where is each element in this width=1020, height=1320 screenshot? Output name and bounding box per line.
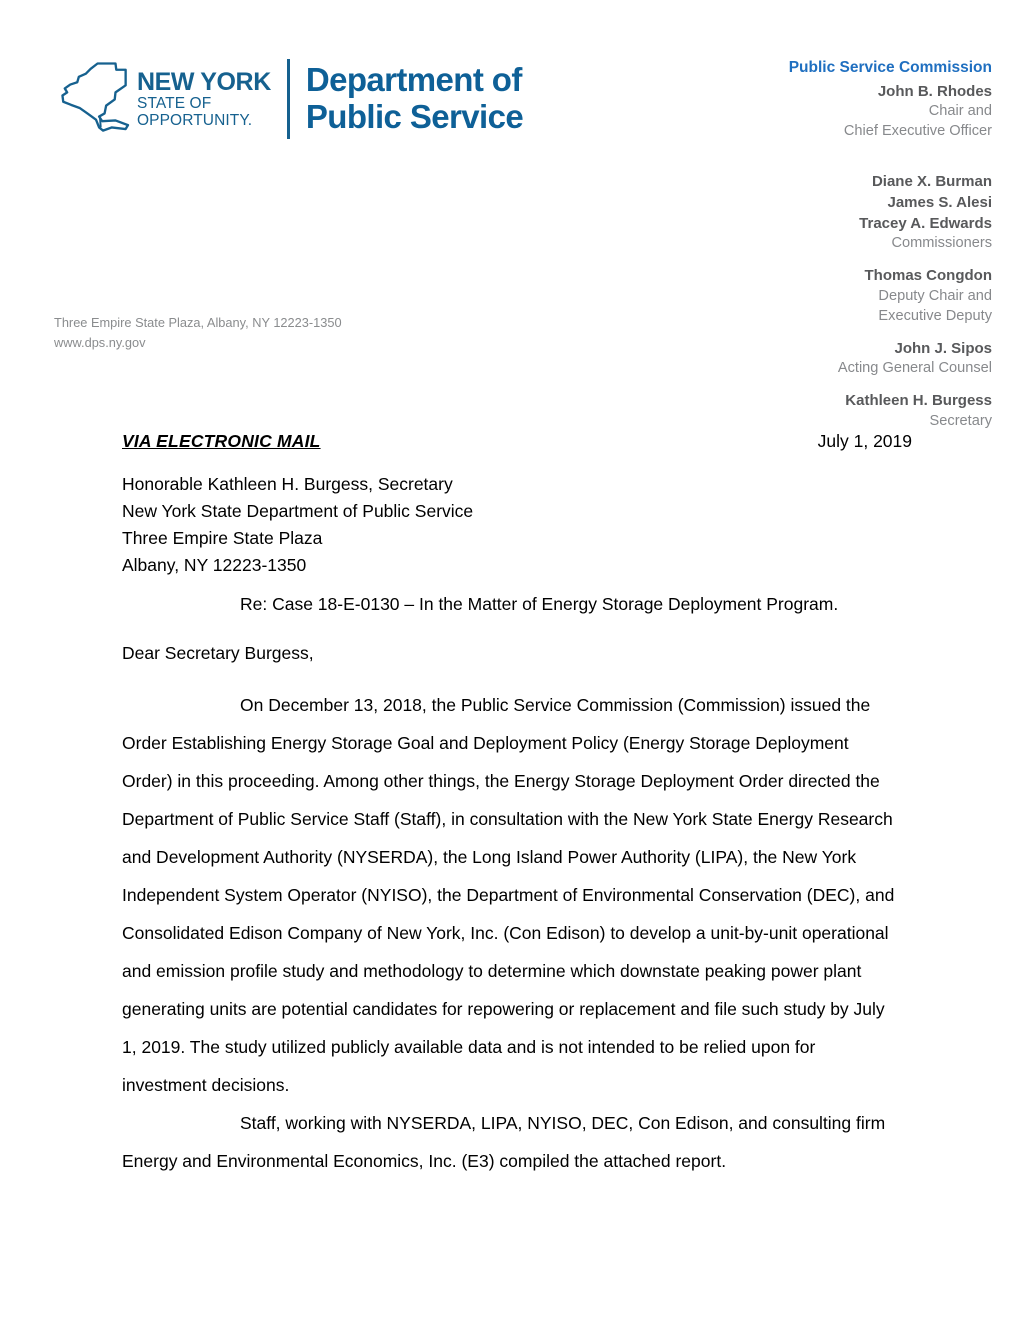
recipient-address-block — [122, 471, 473, 580]
logo-state-of: STATE OF — [137, 95, 212, 113]
roster-general-counsel — [652, 339, 992, 380]
logo-opportunity: OPPORTUNITY. — [137, 112, 253, 130]
letterhead-street: Three Empire State Plaza, Albany, NY 12223-1350 — [54, 315, 342, 330]
commissioner-name-3: Tracey A. Edwards — [859, 214, 992, 232]
letterhead-address — [54, 313, 342, 354]
general-counsel-title: Acting General Counsel — [837, 360, 992, 377]
recipient-line-2: New York State Department of Public Service — [122, 501, 474, 522]
roster-spacer — [652, 142, 992, 172]
new-york-state-wordmark — [137, 69, 271, 129]
letterhead — [0, 0, 1020, 429]
department-wordmark — [306, 62, 523, 136]
roster-commissioners — [652, 172, 992, 254]
recipient-line-3: Three Empire State Plaza — [122, 528, 323, 549]
secretary-name: Kathleen H. Burgess — [845, 392, 992, 410]
recipient-line-1: Honorable Kathleen H. Burgess, Secretary — [122, 474, 453, 494]
roster-chair — [652, 82, 992, 143]
subject-re-line: Re: Case 18-E-0130 – In the Matter of Energy Storage Deployment Program. — [240, 594, 839, 614]
secretary-title: Secretary — [929, 412, 992, 429]
recipient-line-4: Albany, NY 12223-1350 — [122, 555, 307, 576]
chair-title-line1: Chair and — [928, 103, 992, 120]
commissioner-name-2: James S. Alesi — [887, 193, 992, 211]
commissioner-name-1: Diane X. Burman — [871, 173, 992, 191]
letterhead-website: www.dps.ny.gov — [54, 335, 146, 351]
body-paragraph-2: Staff, working with NYSERDA, LIPA, NYISO, DEC, Con Edison, and consulting firm Energy and Environmental Economics, Inc. (E3) compiled the attached report. — [122, 1113, 886, 1171]
via-electronic-mail-label: VIA ELECTRONIC MAIL — [122, 431, 321, 451]
roster-deputy-chair — [652, 266, 992, 327]
letter-date: July 1, 2019 — [817, 431, 912, 451]
roster-spacer — [652, 254, 992, 266]
logo-public-service: Public Service — [305, 98, 524, 135]
new-york-state-logo — [57, 58, 271, 140]
logo-new-york: NEW YORK — [137, 67, 271, 96]
deputy-chair-title-line1: Deputy Chair and — [878, 287, 992, 304]
general-counsel-name: John J. Sipos — [894, 339, 992, 357]
logo-department-of: Department of — [305, 61, 522, 99]
roster-spacer — [652, 327, 992, 339]
commission-roster — [652, 58, 992, 432]
public-service-commission-title: Public Service Commission — [788, 59, 992, 76]
deputy-chair-name: Thomas Congdon — [864, 267, 992, 285]
logo-divider — [287, 59, 290, 139]
deputy-chair-title-line2: Executive Deputy — [878, 307, 992, 324]
roster-spacer — [652, 379, 992, 391]
via-and-date-row — [122, 431, 912, 452]
new-york-state-outline-icon — [57, 58, 135, 140]
chair-title-line2: Chief Executive Officer — [843, 123, 992, 140]
commissioners-title: Commissioners — [891, 235, 992, 252]
chair-name: John B. Rhodes — [877, 82, 992, 100]
body-paragraph-1: On December 13, 2018, the Public Service Commission (Commission) issued the Order Establishing Energy Storage Goal and Deployment Policy (Energy Storage Deployment Order) in this proceeding. Among other things, the Energy Storage Deployment Order directed the Department of Public Service Staff (Staff), in consultation with the New York State Energy Research and Development Authority (NYSERDA), the Long Island Power Authority (LIPA), the New York Independent System Operator (NYISO), the Department of Environmental Conservation (DEC), and Consolidated Edison Company of New York, Inc. (Con Edison) to develop a unit-by-unit operational and emission profile study and methodology to determine which downstate peaking power plant generating units are potential candidates for repowering or replacement and file such study by July 1, 2019. The study utilized publicly available data and is not intended to be relied upon for investment decisions. — [122, 695, 895, 1095]
salutation: Dear Secretary Burgess, — [122, 643, 314, 663]
roster-secretary — [652, 391, 992, 432]
agency-logo — [57, 58, 523, 140]
body-paragraphs — [122, 686, 900, 1180]
